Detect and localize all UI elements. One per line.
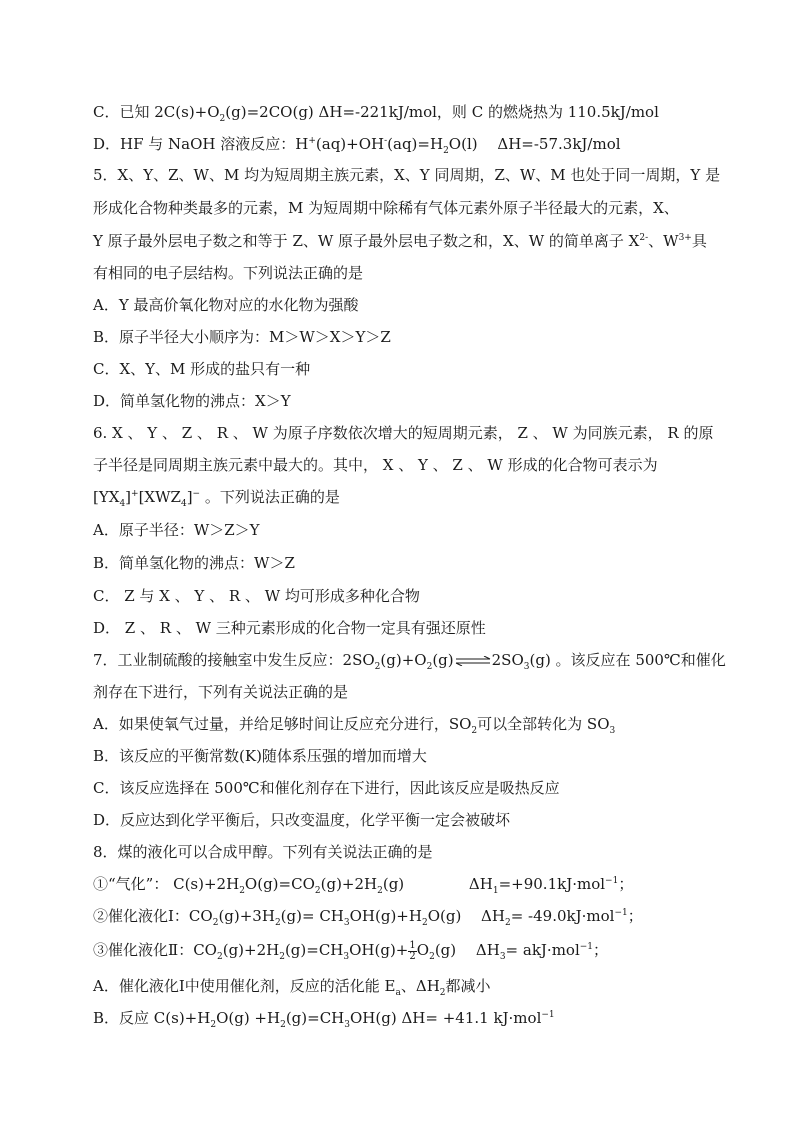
text-line-q6-l3 bbox=[93, 487, 340, 507]
subscript: 3 bbox=[499, 952, 506, 962]
text-line-q5-l4 bbox=[93, 263, 363, 283]
text-run: B．反应 C(s)+H bbox=[93, 1009, 211, 1027]
text-run: 、ΔH bbox=[400, 977, 440, 995]
text-run: (g)=CH bbox=[285, 1009, 345, 1027]
text-run: (aq)=H bbox=[387, 135, 444, 153]
text-run: 剂存在下进行，下列有关说法正确的是 bbox=[93, 683, 349, 701]
text-run: ③催化液化Ⅱ：CO bbox=[93, 941, 217, 959]
text-run: (aq)+OH bbox=[315, 135, 385, 153]
fraction-numerator: 1 bbox=[409, 939, 416, 951]
text-run: = akJ·mol bbox=[505, 941, 580, 959]
superscript: + bbox=[131, 489, 139, 499]
text-run: (g)= CH bbox=[280, 907, 344, 925]
text-run: (g)=CH bbox=[284, 941, 344, 959]
text-line-q4d bbox=[93, 134, 621, 154]
text-line-q6d bbox=[93, 618, 486, 638]
subscript: 3 bbox=[609, 726, 616, 736]
text-run: 形成化合物种类最多的元素，M 为短周期中除稀有气体元素外原子半径最大的元素，X、 bbox=[93, 199, 679, 217]
text-run: (g) ΔH bbox=[382, 875, 493, 893]
text-line-q5c bbox=[93, 359, 310, 379]
subscript: 2 bbox=[212, 918, 219, 928]
text-run: B．原子半径大小顺序为：M＞W＞X＞Y＞Z bbox=[93, 328, 391, 346]
text-run: (g)=2CO(g) ΔH=-221kJ/mol，则 C 的燃烧热为 110.5kJ/mol bbox=[225, 103, 659, 121]
text-run: (g) ΔH bbox=[434, 941, 500, 959]
subscript: 2 bbox=[216, 952, 223, 962]
fraction-denominator: 2 bbox=[409, 950, 416, 962]
subscript: 2 bbox=[239, 886, 245, 896]
text-run: Y 原子最外层电子数之和等于 Z、W 原子最外层电子数之和，X、W 的简单离子 X bbox=[93, 232, 640, 250]
text-line-q6-l2 bbox=[93, 455, 658, 475]
text-run: ] bbox=[125, 488, 132, 506]
text-line-q8-r3 bbox=[93, 940, 608, 962]
subscript: 2 bbox=[280, 1020, 286, 1030]
superscript: 2- bbox=[639, 233, 649, 243]
superscript: − bbox=[192, 489, 201, 499]
text-run: 、W bbox=[648, 232, 679, 250]
text-run: O(g)=CO bbox=[244, 875, 315, 893]
text-line-q6a bbox=[93, 520, 260, 540]
superscript: - bbox=[384, 136, 388, 146]
text-line-q7a bbox=[93, 714, 615, 734]
subscript: 3 bbox=[343, 952, 350, 962]
text-line-q6b bbox=[93, 553, 295, 573]
text-line-q5d bbox=[93, 391, 291, 411]
text-run: 6. X 、 Y 、 Z 、 R 、 W 为原子序数依次增大的短周期元素， Z 、 W 为同族元素， R 的原 bbox=[93, 424, 714, 442]
text-line-q8a bbox=[93, 976, 491, 996]
text-line-q7-l1 bbox=[93, 650, 726, 670]
text-line-q6c bbox=[93, 586, 420, 606]
text-run: O bbox=[416, 941, 430, 959]
text-run: C． Z 与 X 、 Y 、 R 、 W 均可形成多种化合物 bbox=[93, 587, 420, 605]
text-run: ； bbox=[627, 907, 643, 925]
text-line-q7d bbox=[93, 810, 510, 830]
text-run: B．简单氢化物的沸点：W＞Z bbox=[93, 554, 295, 572]
subscript: 3 bbox=[343, 918, 350, 928]
text-run: 。下列说法正确的是 bbox=[200, 488, 340, 506]
text-run: D．反应达到化学平衡后，只改变温度，化学平衡一定会被破坏 bbox=[93, 811, 511, 829]
fraction bbox=[408, 941, 416, 962]
superscript: + bbox=[308, 136, 316, 146]
text-run: B．该反应的平衡常数(K)随体系压强的增加而增大 bbox=[93, 747, 427, 765]
subscript: 2 bbox=[279, 952, 285, 962]
subscript: 2 bbox=[377, 886, 383, 896]
text-line-q8-r2 bbox=[93, 906, 643, 926]
subscript: 1 bbox=[492, 886, 499, 896]
subscript: 2 bbox=[314, 886, 321, 896]
text-run: D．HF 与 NaOH 溶液反应：H bbox=[93, 135, 309, 153]
text-run: 具 bbox=[691, 232, 707, 250]
text-line-q8-l1 bbox=[93, 842, 433, 862]
text-line-q7c bbox=[93, 778, 560, 798]
superscript: −1 bbox=[605, 876, 619, 886]
text-run: [XWZ bbox=[138, 488, 181, 506]
text-line-q8-r1 bbox=[93, 874, 633, 894]
text-run: O(g) ΔH bbox=[427, 907, 505, 925]
equilibrium-arrow-icon bbox=[454, 656, 492, 666]
text-run: =+90.1kJ·mol bbox=[498, 875, 606, 893]
subscript: 2 bbox=[210, 1020, 217, 1030]
text-run: 有相同的电子层结构。下列说法正确的是 bbox=[93, 264, 364, 282]
text-run: 7．工业制硫酸的接触室中发生反应：2SO bbox=[93, 651, 375, 669]
text-run: (g)+O bbox=[380, 651, 427, 669]
subscript: 3 bbox=[344, 1020, 350, 1030]
subscript: 2 bbox=[219, 114, 226, 124]
subscript: 3 bbox=[523, 662, 530, 672]
text-line-q5-l2 bbox=[93, 198, 679, 218]
text-run: (g)+2H bbox=[222, 941, 280, 959]
text-run: C．X、Y、M 形成的盐只有一种 bbox=[93, 360, 311, 378]
superscript: −1 bbox=[541, 1010, 555, 1020]
text-run: (g) 。该反应在 500℃和催化 bbox=[529, 651, 726, 669]
text-run: OH(g)+ bbox=[349, 941, 409, 959]
text-run: 子半径是同周期主族元素中最大的。其中， X 、 Y 、 Z 、 W 形成的化合物可表示为 bbox=[93, 456, 658, 474]
text-run: O(l) ΔH=-57.3kJ/mol bbox=[448, 135, 621, 153]
text-run: 5．X、Y、Z、W、M 均为短周期主族元素，X、Y 同周期，Z、W、M 也处于同一周期，Y 是 bbox=[93, 166, 721, 184]
subscript: 2 bbox=[504, 918, 511, 928]
text-run: D． Z 、 R 、 W 三种元素形成的化合物一定具有强还原性 bbox=[93, 619, 486, 637]
text-line-q5a bbox=[93, 295, 359, 315]
text-run: A．原子半径：W＞Z＞Y bbox=[93, 521, 260, 539]
text-line-q7-l2 bbox=[93, 682, 348, 702]
text-line-q5b bbox=[93, 327, 391, 347]
subscript: 2 bbox=[439, 988, 446, 998]
text-line-q5-l1 bbox=[93, 165, 720, 185]
superscript: −1 bbox=[614, 908, 628, 918]
subscript: 2 bbox=[443, 146, 449, 156]
subscript: 2 bbox=[421, 918, 428, 928]
text-run: 都减小 bbox=[445, 977, 491, 995]
subscript: 2 bbox=[374, 662, 381, 672]
text-run: A．如果使氧气过量，并给足够时间让反应充分进行，SO bbox=[93, 715, 472, 733]
text-run: OH(g)+H bbox=[349, 907, 422, 925]
superscript: 3+ bbox=[678, 233, 692, 243]
subscript: 2 bbox=[426, 662, 433, 672]
text-run: ①“气化”： C(s)+2H bbox=[93, 875, 240, 893]
subscript: a bbox=[395, 988, 401, 998]
text-run: ] bbox=[186, 488, 193, 506]
subscript: 2 bbox=[429, 952, 435, 962]
superscript: −1 bbox=[579, 942, 594, 952]
text-line-q8b bbox=[93, 1008, 555, 1028]
text-run: 2SO bbox=[491, 651, 524, 669]
text-run: [YX bbox=[93, 488, 120, 506]
text-run: = -49.0kJ·mol bbox=[510, 907, 615, 925]
text-run: ； bbox=[593, 941, 609, 959]
text-run: (g) bbox=[432, 651, 454, 669]
subscript: 2 bbox=[471, 726, 478, 736]
text-run: A．催化液化Ⅰ中使用催化剂，反应的活化能 E bbox=[93, 977, 396, 995]
text-line-q7b bbox=[93, 746, 427, 766]
text-run: (g)+2H bbox=[320, 875, 378, 893]
text-run: ； bbox=[618, 875, 634, 893]
text-run: 可以全部转化为 SO bbox=[477, 715, 610, 733]
text-run: D．简单氢化物的沸点：X＞Y bbox=[93, 392, 291, 410]
text-run: C．已知 2C(s)+O bbox=[93, 103, 220, 121]
subscript: 4 bbox=[180, 499, 187, 509]
text-run: ②催化液化Ⅰ：CO bbox=[93, 907, 213, 925]
text-run: A．Y 最高价氧化物对应的水化物为强酸 bbox=[93, 296, 359, 314]
text-run: C．该反应选择在 500℃和催化剂存在下进行，因此该反应是吸热反应 bbox=[93, 779, 560, 797]
text-run: (g)+3H bbox=[218, 907, 275, 925]
subscript: 4 bbox=[119, 499, 126, 509]
text-run: O(g) +H bbox=[216, 1009, 281, 1027]
text-line-q4c bbox=[93, 102, 659, 122]
text-line-q5-l3 bbox=[93, 231, 707, 251]
text-run: OH(g) ΔH= +41.1 kJ·mol bbox=[350, 1009, 542, 1027]
subscript: 2 bbox=[274, 918, 281, 928]
text-line-q6-l1 bbox=[93, 423, 713, 443]
text-run: 8．煤的液化可以合成甲醇。下列有关说法正确的是 bbox=[93, 843, 433, 861]
